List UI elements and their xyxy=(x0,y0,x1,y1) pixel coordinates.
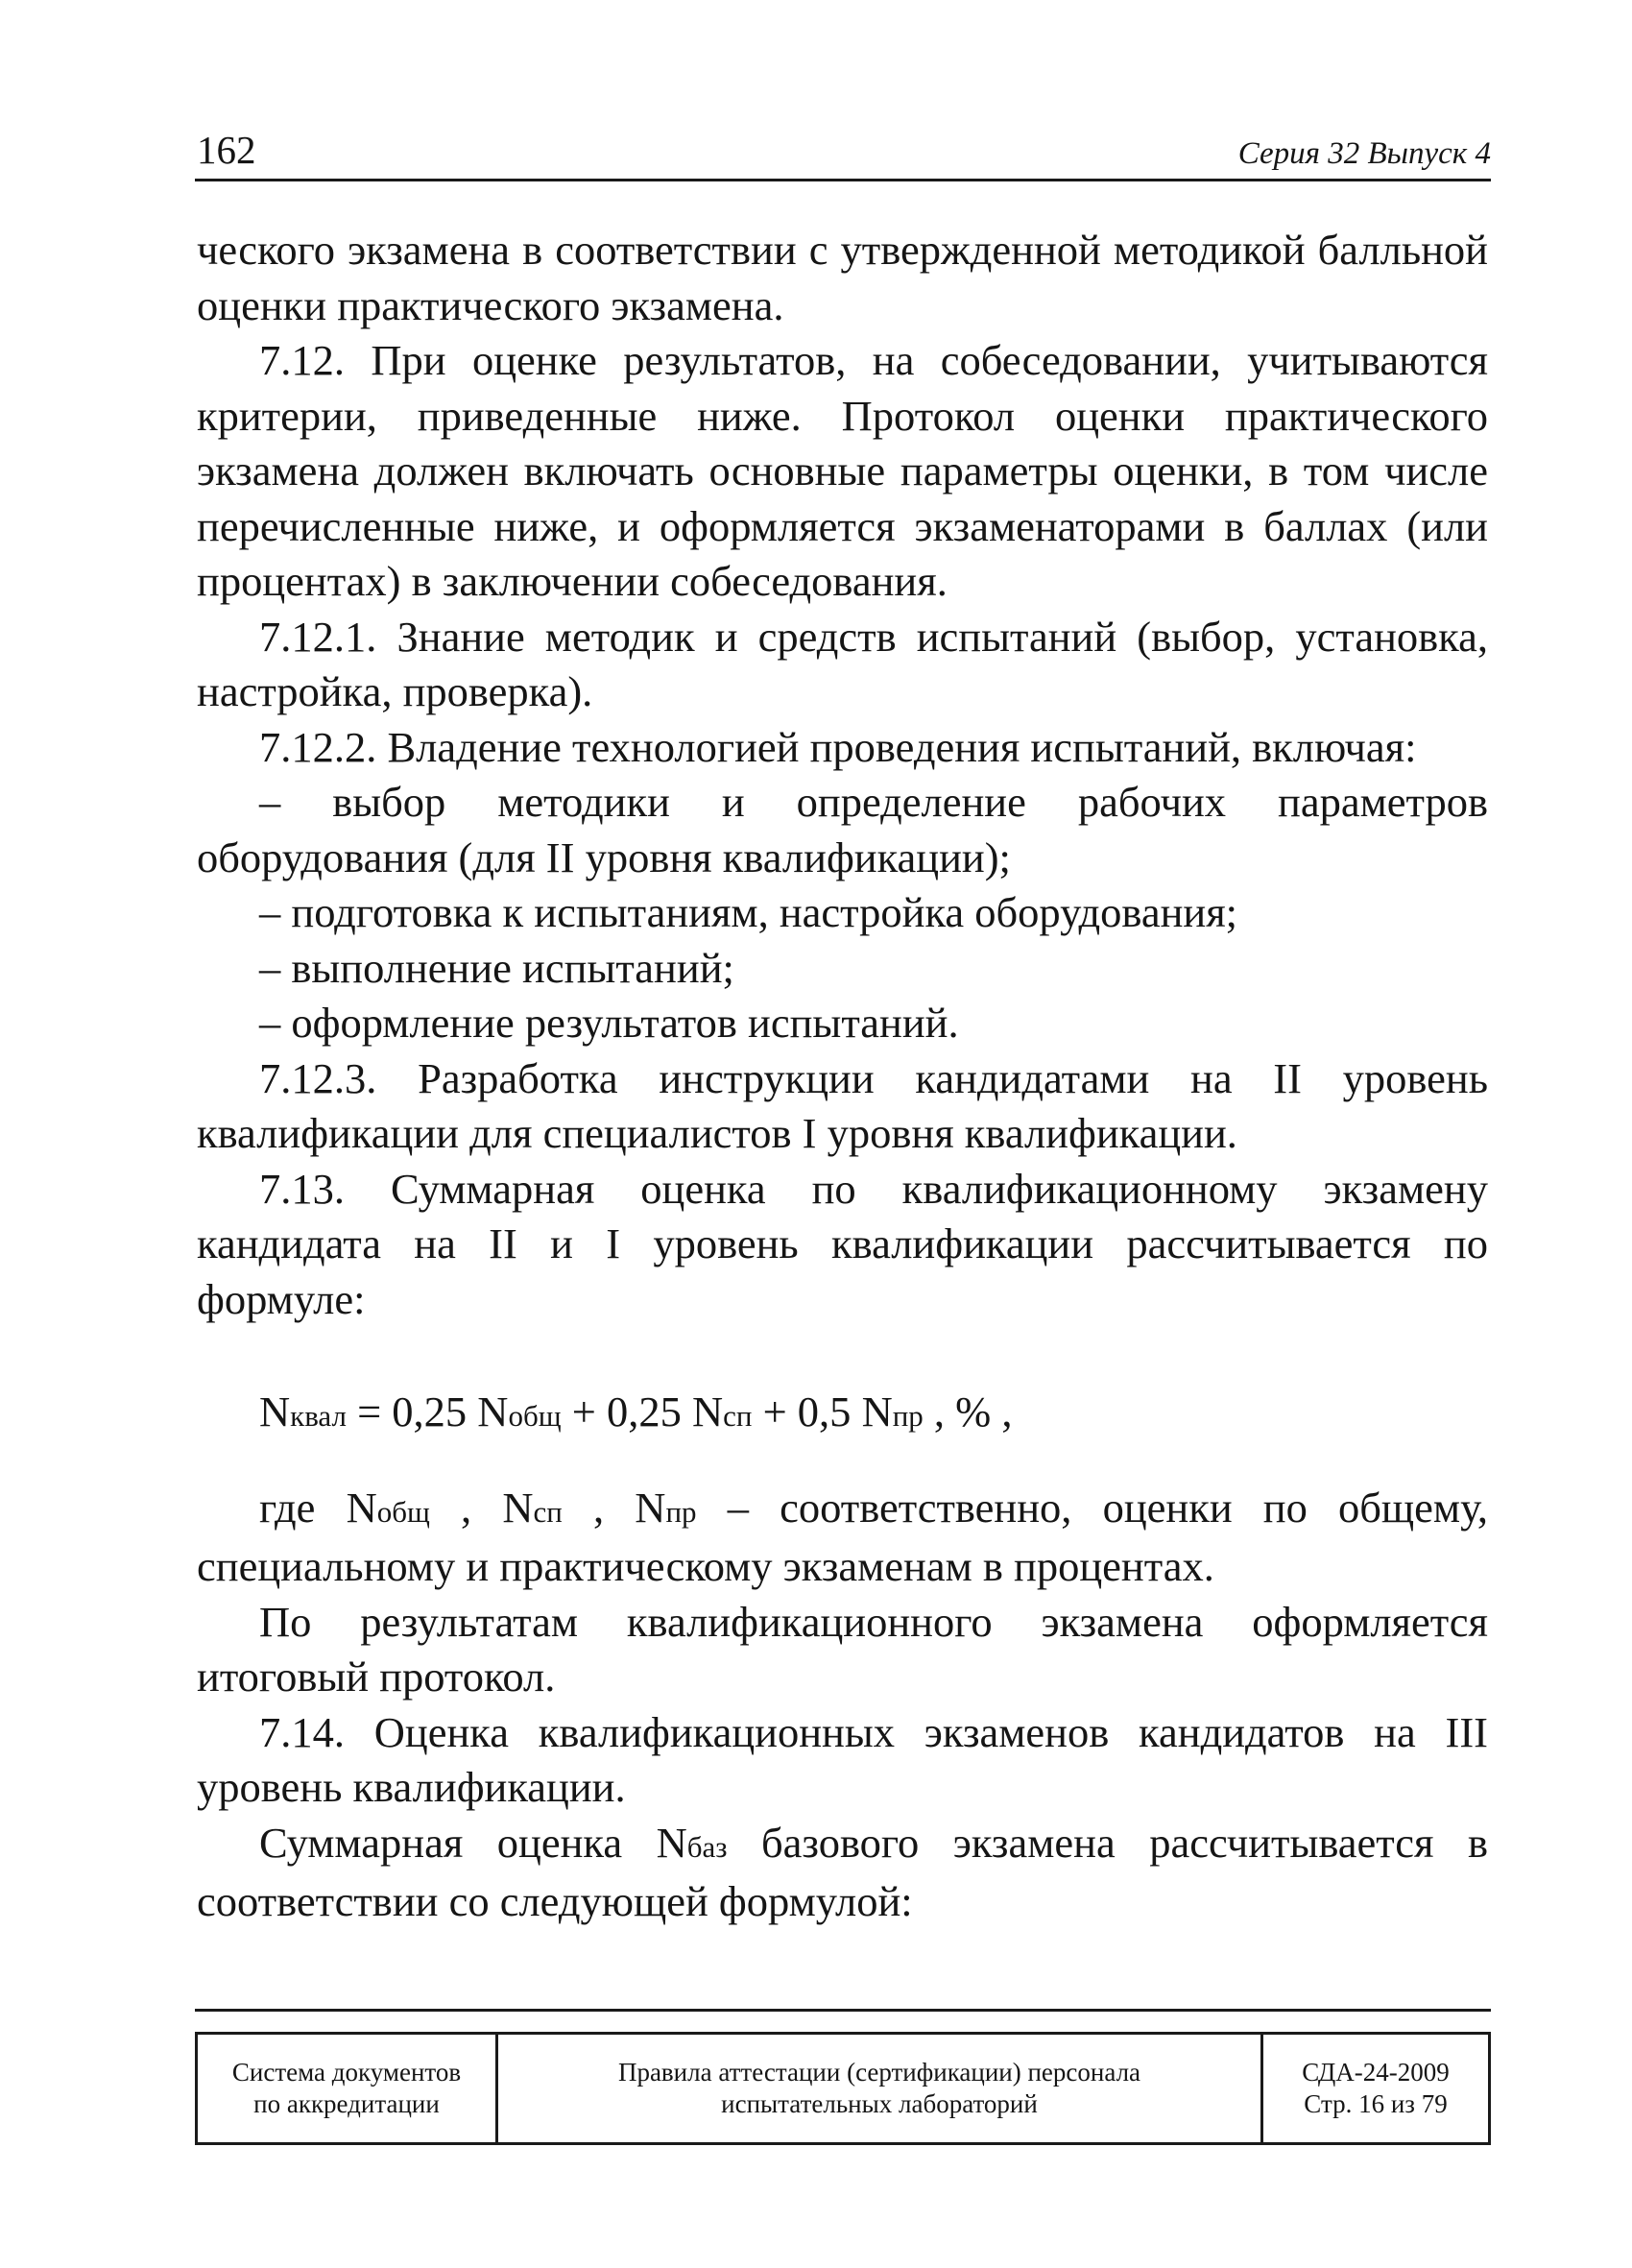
paragraph-7-12: 7.12. При оценке результатов, на собеседовании, учитываются критерии, приведенные ниже. Протокол оценки практического экзамена должен включать основные параметры оценки, в том числе перечисленные ниже, и оформляется экзаменаторами в баллах (или процентах) в заключении собеседования. xyxy=(197,336,1488,605)
list-item-method-selection: – выбор методики и определение рабочих параметров оборудования (для II уровня квалификации); xyxy=(197,778,1488,881)
paragraph-final-protocol: По результатам квалификационного экзамена оформляется итоговый протокол. xyxy=(197,1597,1488,1701)
paragraph-7-13: 7.13. Суммарная оценка по квалификационному экзамену кандидата на II и I уровень квалификации рассчитывается по формуле: xyxy=(197,1164,1488,1323)
formula-text: = 0,25 xyxy=(346,1387,478,1436)
paragraph-7-14: 7.14. Оценка квалификационных экзаменов кандидатов на III уровень квалификации. xyxy=(197,1707,1488,1811)
formula-symbol: N xyxy=(635,1483,666,1532)
formula-subscript: сп xyxy=(533,1494,563,1529)
formula-subscript: квал xyxy=(290,1399,347,1433)
formula-explanation: где Nобщ , Nсп , Nпр – соответственно, оценки по общему, специальному и практическому экзаменам в процентах. xyxy=(197,1483,1489,1590)
paragraph-continuation: ческого экзамена в соответствии с утвержденной методикой балльной оценки практического экзамена. xyxy=(197,226,1488,329)
formula-symbol: N xyxy=(691,1387,724,1436)
formula-symbol: N xyxy=(477,1387,509,1436)
formula-symbol: N xyxy=(346,1483,377,1532)
page-number: 162 xyxy=(197,128,256,172)
document-body xyxy=(197,223,1488,1930)
formula-text: + 0,5 xyxy=(752,1387,862,1436)
formula-subscript: общ xyxy=(508,1399,562,1433)
qualification-formula xyxy=(259,1385,1488,1444)
series-title: Серия 32 Выпуск 4 xyxy=(1237,136,1491,171)
paragraph-7-12-2: 7.12.2. Владение технологией проведения испытаний, включая: xyxy=(259,722,1417,771)
footer-table xyxy=(195,2032,1491,2145)
formula-symbol: N xyxy=(259,1387,291,1436)
paragraph-7-12-3: 7.12.3. Разработка инструкции кандидатами на II уровень квалификации для специалистов I уровня квалификации. xyxy=(197,1053,1488,1157)
formula-subscript: сп xyxy=(723,1399,753,1433)
formula-text: + 0,25 xyxy=(561,1387,692,1436)
formula-text: , % , xyxy=(923,1387,1013,1436)
list-item-preparation: – подготовка к испытаниям, настройка оборудования; xyxy=(259,888,1238,936)
formula-subscript: пр xyxy=(892,1399,924,1433)
footer-document-code: СДА-24-2009 Стр. 16 из 79 xyxy=(1302,2058,1450,2118)
formula-subscript: баз xyxy=(686,1829,728,1864)
formula-symbol: N xyxy=(861,1387,893,1436)
formula-symbol: N xyxy=(656,1818,687,1867)
footer-divider xyxy=(195,2009,1491,2012)
formula-subscript: пр xyxy=(665,1494,697,1529)
paragraph-base-exam: Суммарная оценка Nбаз базового экзамена рассчитывается в соответствии со следующей формулой: xyxy=(197,1818,1488,1925)
footer-document-system: Система документов по аккредитации xyxy=(198,2035,498,2142)
list-item-execution: – выполнение испытаний; xyxy=(259,943,734,992)
formula-symbol: N xyxy=(502,1483,534,1532)
footer-document-title: Правила аттестации (сертификации) персонала испытательных лабораторий xyxy=(498,2035,1263,2142)
formula-subscript: общ xyxy=(376,1494,430,1529)
paragraph-7-12-1: 7.12.1. Знание методик и средств испытаний (выбор, установка, настройка, проверка). xyxy=(197,612,1488,715)
page-header xyxy=(195,123,1491,181)
list-item-results: – оформление результатов испытаний. xyxy=(259,999,959,1047)
